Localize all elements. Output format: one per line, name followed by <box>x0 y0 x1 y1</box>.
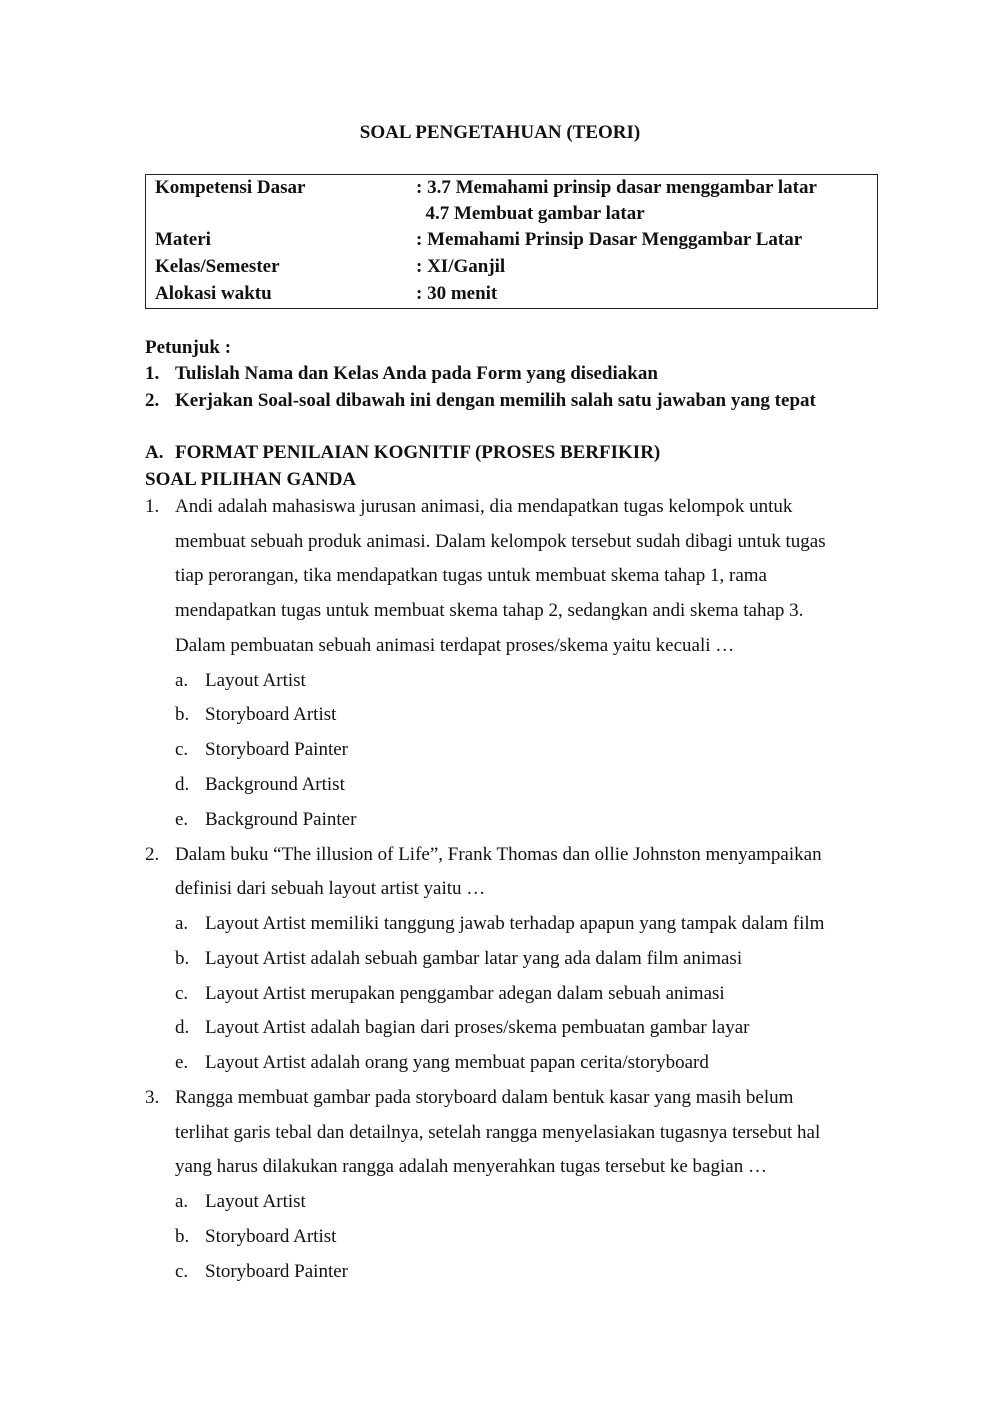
question-text-line: tiap perorangan, tika mendapatkan tugas untuk membuat skema tahap 1, rama <box>175 565 767 586</box>
info-value: : 3.7 Memahami prinsip dasar menggambar latar <box>416 177 817 198</box>
page-title: SOAL PENGETAHUAN (TEORI) <box>359 122 641 143</box>
instructions-heading: Petunjuk : <box>145 337 232 358</box>
option-letter: e. <box>175 1052 189 1073</box>
section-heading: FORMAT PENILAIAN KOGNITIF (PROSES BERFIKIR) <box>175 442 661 463</box>
question-number: 3. <box>145 1087 160 1108</box>
option-letter: d. <box>175 774 190 795</box>
question-text-line: yang harus dilakukan rangga adalah menyerahkan tugas tersebut ke bagian … <box>175 1156 767 1177</box>
info-row-materi <box>146 227 877 253</box>
question-text-line: Dalam pembuatan sebuah animasi terdapat proses/skema yaitu kecuali … <box>175 635 735 656</box>
option-text: Storyboard Artist <box>205 704 337 725</box>
info-table <box>145 174 878 309</box>
option-text: Background Artist <box>205 774 345 795</box>
instruction-num: 1. <box>145 363 160 384</box>
option-letter: b. <box>175 1226 190 1247</box>
info-value: 4.7 Membuat gambar latar <box>416 203 645 224</box>
option-letter: b. <box>175 704 190 725</box>
question-text-line: Rangga membuat gambar pada storyboard dalam bentuk kasar yang masih belum <box>175 1087 794 1108</box>
option-letter: d. <box>175 1017 190 1038</box>
option-text: Layout Artist adalah bagian dari proses/skema pembuatan gambar layar <box>205 1017 750 1038</box>
instruction-text: Tulislah Nama dan Kelas Anda pada Form yang disediakan <box>175 363 658 384</box>
question-text-line: terlihat garis tebal dan detailnya, setelah rangga menyelasiakan tugasnya tersebut hal <box>175 1122 821 1143</box>
info-label: Materi <box>155 229 211 250</box>
option-text: Layout Artist merupakan penggambar adegan dalam sebuah animasi <box>205 983 725 1004</box>
info-label: Kompetensi Dasar <box>155 177 306 198</box>
option-text: Background Painter <box>205 809 357 830</box>
section-subheading: SOAL PILIHAN GANDA <box>145 469 357 490</box>
option-letter: c. <box>175 739 189 760</box>
option-letter: c. <box>175 1261 189 1282</box>
instruction-text: Kerjakan Soal-soal dibawah ini dengan memilih salah satu jawaban yang tepat <box>175 390 816 411</box>
option-text: Layout Artist memiliki tanggung jawab terhadap apapun yang tampak dalam film <box>205 913 825 934</box>
info-label: Alokasi waktu <box>155 283 272 304</box>
question-text-line: Dalam buku “The illusion of Life”, Frank Thomas dan ollie Johnston menyampaikan <box>175 844 822 865</box>
option-letter: b. <box>175 948 190 969</box>
option-letter: a. <box>175 913 189 934</box>
option-letter: a. <box>175 1191 189 1212</box>
option-text: Storyboard Artist <box>205 1226 337 1247</box>
option-text: Layout Artist adalah orang yang membuat papan cerita/storyboard <box>205 1052 709 1073</box>
option-letter: e. <box>175 809 189 830</box>
option-text: Storyboard Painter <box>205 1261 349 1282</box>
info-value: : XI/Ganjil <box>416 256 506 277</box>
option-text: Storyboard Painter <box>205 739 349 760</box>
info-value: : 30 menit <box>416 283 498 304</box>
info-row-kompetensi-cont <box>146 201 877 227</box>
question-text-line: Andi adalah mahasiswa jurusan animasi, dia mendapatkan tugas kelompok untuk <box>175 496 793 517</box>
info-row-alokasi <box>146 281 877 307</box>
info-value: : Memahami Prinsip Dasar Menggambar Latar <box>416 229 803 250</box>
option-text: Layout Artist <box>205 670 306 691</box>
option-text: Layout Artist <box>205 1191 306 1212</box>
option-text: Layout Artist adalah sebuah gambar latar yang ada dalam film animasi <box>205 948 743 969</box>
info-row-kelas <box>146 254 877 280</box>
question-text-line: definisi dari sebuah layout artist yaitu … <box>175 878 486 899</box>
question-number: 2. <box>145 844 160 865</box>
option-letter: a. <box>175 670 189 691</box>
section-letter: A. <box>145 442 164 463</box>
instruction-num: 2. <box>145 390 160 411</box>
question-number: 1. <box>145 496 160 517</box>
info-label: Kelas/Semester <box>155 256 280 277</box>
option-letter: c. <box>175 983 189 1004</box>
question-text-line: membuat sebuah produk animasi. Dalam kelompok tersebut sudah dibagi untuk tugas <box>175 531 826 552</box>
question-text-line: mendapatkan tugas untuk membuat skema tahap 2, sedangkan andi skema tahap 3. <box>175 600 804 621</box>
info-row-kompetensi <box>146 175 877 201</box>
